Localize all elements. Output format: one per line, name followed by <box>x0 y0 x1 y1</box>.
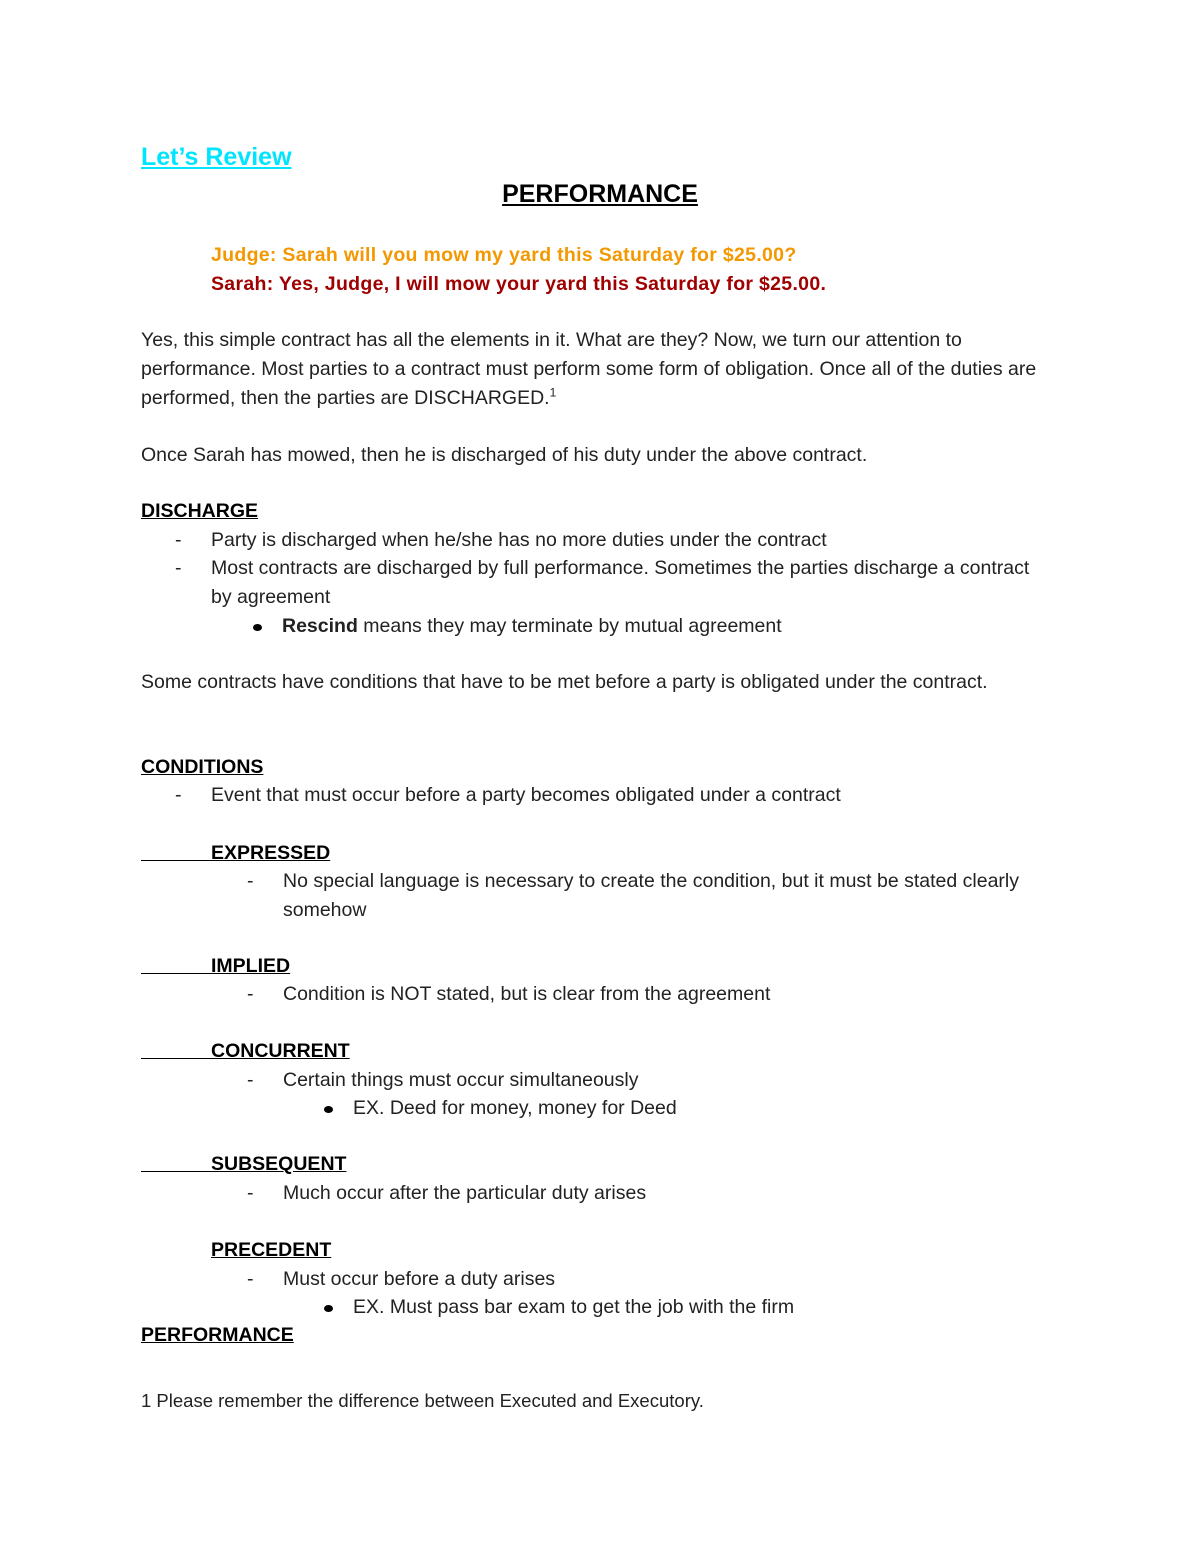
discharge-heading: DISCHARGE <box>141 500 259 522</box>
list-item-text: Much occur after the particular duty arises <box>283 1182 647 1204</box>
precedent-heading: PRECEDENT <box>211 1239 332 1261</box>
list-item <box>247 1179 1047 1208</box>
implied-heading: IMPLIED <box>141 952 290 981</box>
list-item-text: EX. Must pass bar exam to get the job with the firm <box>353 1296 795 1318</box>
concurrent-heading: CONCURRENT <box>141 1037 350 1066</box>
dash-marker: - <box>247 1069 254 1091</box>
list-item <box>318 1293 1038 1322</box>
bullet-icon <box>324 1106 333 1113</box>
list-item-text: No special language is necessary to create the condition, but it must be stated clearly somehow <box>283 870 1019 921</box>
lets-review-link[interactable]: Let’s Review <box>141 143 292 171</box>
list-item-text: Condition is NOT stated, but is clear from the agreement <box>283 983 771 1005</box>
dash-marker: - <box>247 1182 254 1204</box>
list-item <box>247 1265 1047 1294</box>
conditions-intro: Some contracts have conditions that have to be met before a party is obligated under the contract. <box>141 671 988 693</box>
footnote: 1 Please remember the difference between Executed and Executory. <box>141 1390 704 1411</box>
footnote-ref[interactable]: 1 <box>549 385 557 400</box>
list-item <box>175 554 1045 612</box>
list-item-text: Most contracts are discharged by full performance. Sometimes the parties discharge a contract by agreement <box>211 557 1030 608</box>
sarah-discharged-line: Once Sarah has mowed, then he is discharged of his duty under the above contract. <box>141 444 868 466</box>
expressed-heading: EXPRESSED <box>141 839 330 868</box>
list-item-text: Must occur before a duty arises <box>283 1268 556 1290</box>
sarah-line: Sarah: Yes, Judge, I will mow your yard this Saturday for $25.00. <box>211 273 827 295</box>
list-item-text <box>282 612 782 641</box>
judge-line: Judge: Sarah will you mow my yard this Saturday for $25.00? <box>211 244 797 266</box>
list-item <box>247 1066 1047 1095</box>
list-item-text: Party is discharged when he/she has no more duties under the contract <box>211 529 827 551</box>
dash-marker: - <box>247 870 254 892</box>
dash-marker: - <box>247 983 254 1005</box>
dash-marker: - <box>175 557 182 579</box>
bullet-icon <box>253 624 262 631</box>
rescind-term: Rescind <box>282 615 358 637</box>
performance-heading: PERFORMANCE <box>141 1324 294 1346</box>
dash-marker: - <box>175 529 182 551</box>
bullet-icon <box>324 1305 333 1312</box>
intro-paragraph: Yes, this simple contract has all the elements in it. What are they? Now, we turn our attention to performance. Most parties to a contract must perform some form of obligation. Once all of the duties are performed, then the parties are DISCHARGED.$^1$ <box>141 329 1037 409</box>
dash-marker: - <box>175 784 182 806</box>
list-item <box>175 526 1045 555</box>
dash-marker: - <box>247 1268 254 1290</box>
list-item <box>175 781 1045 810</box>
subsequent-heading: SUBSEQUENT <box>141 1150 346 1179</box>
list-item <box>318 1094 1038 1123</box>
list-item <box>247 612 1047 641</box>
list-item-text: Certain things must occur simultaneously <box>283 1069 639 1091</box>
page-title: PERFORMANCE <box>502 180 698 208</box>
list-item <box>247 980 1047 1009</box>
list-item <box>247 867 1047 925</box>
conditions-heading: CONDITIONS <box>141 756 264 778</box>
rescind-definition: means they may terminate by mutual agreement <box>357 615 782 637</box>
list-item-text: EX. Deed for money, money for Deed <box>353 1097 677 1119</box>
list-item-text: Event that must occur before a party becomes obligated under a contract <box>211 784 841 806</box>
